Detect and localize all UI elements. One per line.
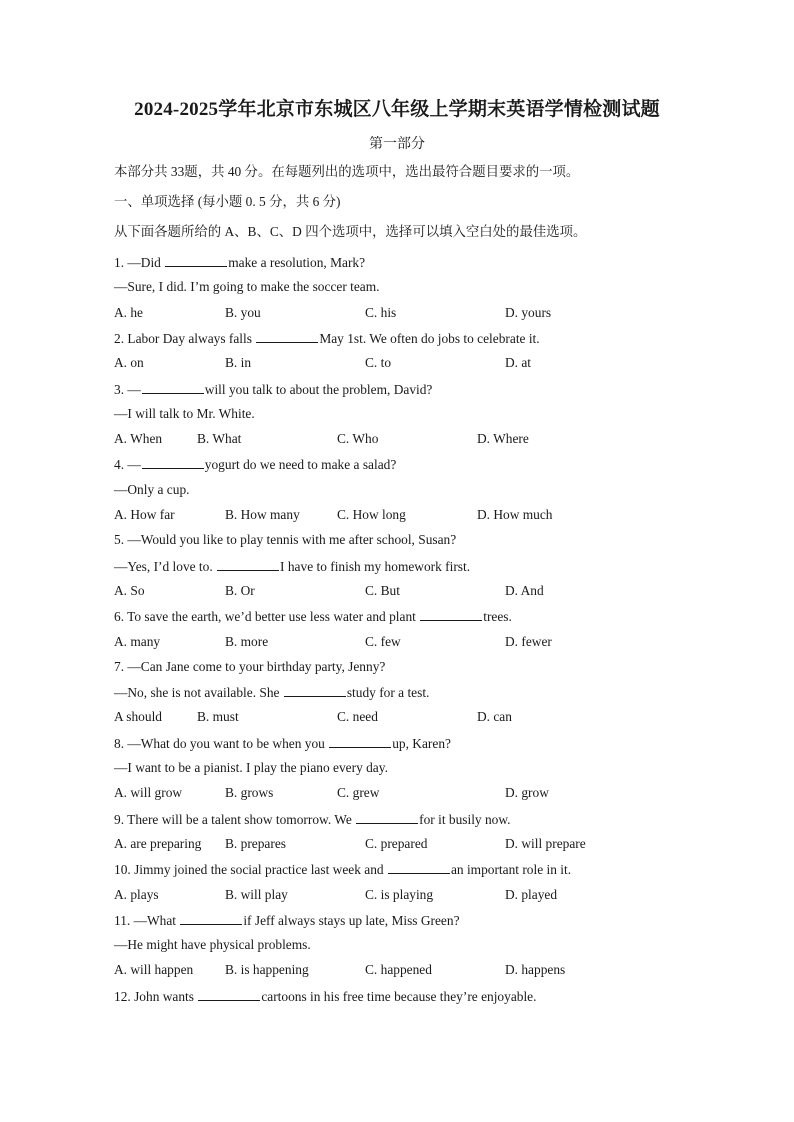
answer-option[interactable]: A. on xyxy=(114,355,144,371)
question-stem xyxy=(114,253,365,272)
option-row xyxy=(114,430,714,448)
stem-text: 5. —Would you like to play tennis with me after school, Susan? xyxy=(114,532,457,548)
option-row xyxy=(114,506,714,524)
option-row xyxy=(114,354,714,372)
option-row xyxy=(114,708,714,726)
stem-text: 2. Labor Day always falls xyxy=(114,330,256,346)
reply-text: —Yes, I’d love to. xyxy=(114,558,217,574)
question-stem xyxy=(114,734,451,753)
answer-blank[interactable] xyxy=(420,607,482,621)
answer-blank[interactable] xyxy=(388,860,450,874)
question-reply: —I want to be a pianist. I play the piano every day. xyxy=(114,760,388,775)
answer-option[interactable]: B. What xyxy=(197,431,242,447)
stem-text: 1. —Did xyxy=(114,255,165,270)
question-stem xyxy=(114,911,460,930)
exam-title: 2024-2025学年北京市东城区八年级上学期末英语学情检测试题 xyxy=(134,99,660,120)
section-instruction: 从下面各题所给的 A、B、C、D 四个选项中，选择可以填入空白处的最佳选项。 xyxy=(114,224,587,239)
stem-text: 7. —Can Jane come to your birthday party, Jenny? xyxy=(114,658,386,674)
answer-option[interactable]: D. grow xyxy=(505,785,549,801)
answer-option[interactable]: A. plays xyxy=(114,886,159,902)
answer-option[interactable]: A. many xyxy=(114,633,161,649)
question-stem xyxy=(114,860,571,879)
stem-text: 6. To save the earth, we’d better use less water and plant xyxy=(114,609,420,625)
section-heading: 一、单项选择 (每小题 0. 5 分，共 6 分) xyxy=(114,194,341,209)
answer-option[interactable]: D. played xyxy=(505,886,558,902)
stem-text: May 1st. We often do jobs to celebrate it. xyxy=(319,330,540,346)
answer-option[interactable]: C. is playing xyxy=(365,886,434,902)
answer-option[interactable]: B. Or xyxy=(225,582,255,598)
answer-option[interactable]: B. will play xyxy=(225,886,288,902)
question-stem xyxy=(114,531,456,549)
answer-blank[interactable] xyxy=(142,380,204,394)
option-row xyxy=(114,961,714,979)
answer-option[interactable]: B. How many xyxy=(225,507,300,522)
answer-option[interactable]: A. he xyxy=(114,304,144,320)
option-row xyxy=(114,784,714,802)
option-row xyxy=(114,835,714,853)
answer-option[interactable]: D. And xyxy=(505,582,544,598)
stem-text: up, Karen? xyxy=(392,735,451,751)
option-row xyxy=(114,886,714,904)
answer-blank[interactable] xyxy=(142,455,204,469)
answer-blank[interactable] xyxy=(329,734,391,748)
answer-blank[interactable] xyxy=(198,987,260,1001)
stem-text: 9. There will be a talent show tomorrow. We xyxy=(114,811,356,827)
answer-option[interactable]: C. his xyxy=(365,304,397,320)
stem-text: 3. — xyxy=(114,381,141,397)
answer-option[interactable]: D. happens xyxy=(505,962,566,978)
stem-text: trees. xyxy=(483,609,512,625)
stem-text: for it busily now. xyxy=(419,811,511,827)
stem-text: an important role in it. xyxy=(450,862,572,878)
answer-option[interactable]: C. to xyxy=(365,355,392,371)
answer-option[interactable]: C. few xyxy=(365,633,401,649)
answer-option[interactable]: B. in xyxy=(225,355,252,371)
answer-option[interactable]: B. prepares xyxy=(225,835,286,851)
answer-option[interactable]: B. must xyxy=(197,709,239,725)
answer-option[interactable]: C. prepared xyxy=(365,835,428,851)
stem-text: make a resolution, Mark? xyxy=(228,255,366,270)
option-row xyxy=(114,582,714,600)
stem-text: 12. John wants xyxy=(114,988,198,1004)
question-reply xyxy=(114,557,470,576)
question-reply: —Sure, I did. I’m going to make the soccer team. xyxy=(114,279,380,295)
part-heading: 第一部分 xyxy=(369,137,425,152)
question-stem xyxy=(114,607,512,626)
answer-option[interactable]: B. more xyxy=(225,633,269,649)
answer-option[interactable]: A. So xyxy=(114,582,145,598)
question-stem xyxy=(114,329,540,348)
stem-text: will you talk to about the problem, David? xyxy=(204,381,433,397)
answer-option[interactable]: D. yours xyxy=(505,304,552,320)
answer-blank[interactable] xyxy=(356,810,418,824)
answer-option[interactable]: C. grew xyxy=(337,785,380,801)
stem-text: 4. — xyxy=(114,457,141,473)
stem-text: if Jeff always stays up late, Miss Green? xyxy=(243,912,460,928)
part-intro: 本部分共 33题，共 40 分。在每题列出的选项中，选出最符合题目要求的一项。 xyxy=(114,164,580,179)
stem-text: 8. —What do you want to be when you xyxy=(114,735,329,751)
answer-option[interactable]: C. happened xyxy=(365,962,432,978)
stem-text: cartoons in his free time because they’re enjoyable. xyxy=(261,988,537,1004)
answer-option[interactable]: A. will grow xyxy=(114,785,183,801)
answer-option[interactable]: D. Where xyxy=(477,431,529,447)
question-stem xyxy=(114,810,511,829)
reply-text: —No, she is not available. She xyxy=(114,685,283,701)
question-reply xyxy=(114,683,429,702)
stem-text: 11. —What xyxy=(114,912,180,928)
question-reply: —Only a cup. xyxy=(114,481,190,497)
answer-option[interactable]: B. grows xyxy=(225,785,274,801)
question-stem xyxy=(114,380,432,399)
answer-blank[interactable] xyxy=(284,683,346,697)
answer-option[interactable]: B. you xyxy=(225,304,261,320)
option-row xyxy=(114,633,714,651)
stem-text: yogurt do we need to make a salad? xyxy=(204,457,397,473)
stem-text: 10. Jimmy joined the social practice last week and xyxy=(114,862,387,878)
answer-option[interactable]: B. is happening xyxy=(225,962,309,978)
answer-option[interactable]: D. will prepare xyxy=(505,835,586,851)
answer-option[interactable]: A. will happen xyxy=(114,962,194,978)
answer-option[interactable]: C. need xyxy=(337,709,378,725)
answer-blank[interactable] xyxy=(256,329,318,343)
answer-option[interactable]: A should xyxy=(114,709,162,725)
answer-option[interactable]: C. How long xyxy=(337,507,406,522)
question-reply: —I will talk to Mr. White. xyxy=(114,405,255,421)
answer-option[interactable]: A. When xyxy=(114,431,163,447)
question-stem xyxy=(114,455,396,474)
answer-option[interactable]: D. at xyxy=(505,355,532,371)
answer-option[interactable]: A. are preparing xyxy=(114,835,202,851)
answer-option[interactable]: D. fewer xyxy=(505,633,552,649)
reply-text: study for a test. xyxy=(346,685,430,701)
answer-blank[interactable] xyxy=(180,911,242,925)
answer-blank[interactable] xyxy=(217,557,279,571)
reply-text: I have to finish my homework first. xyxy=(280,558,471,574)
question-stem xyxy=(114,658,385,676)
answer-option[interactable]: D. How much xyxy=(477,507,553,522)
answer-option[interactable]: D. can xyxy=(477,709,512,725)
answer-blank[interactable] xyxy=(165,253,227,267)
question-stem xyxy=(114,987,536,1006)
option-row xyxy=(114,304,714,322)
question-reply: —He might have physical problems. xyxy=(114,937,311,953)
answer-option[interactable]: C. But xyxy=(365,582,400,598)
answer-option[interactable]: A. How far xyxy=(114,507,175,522)
answer-option[interactable]: C. Who xyxy=(337,431,379,447)
